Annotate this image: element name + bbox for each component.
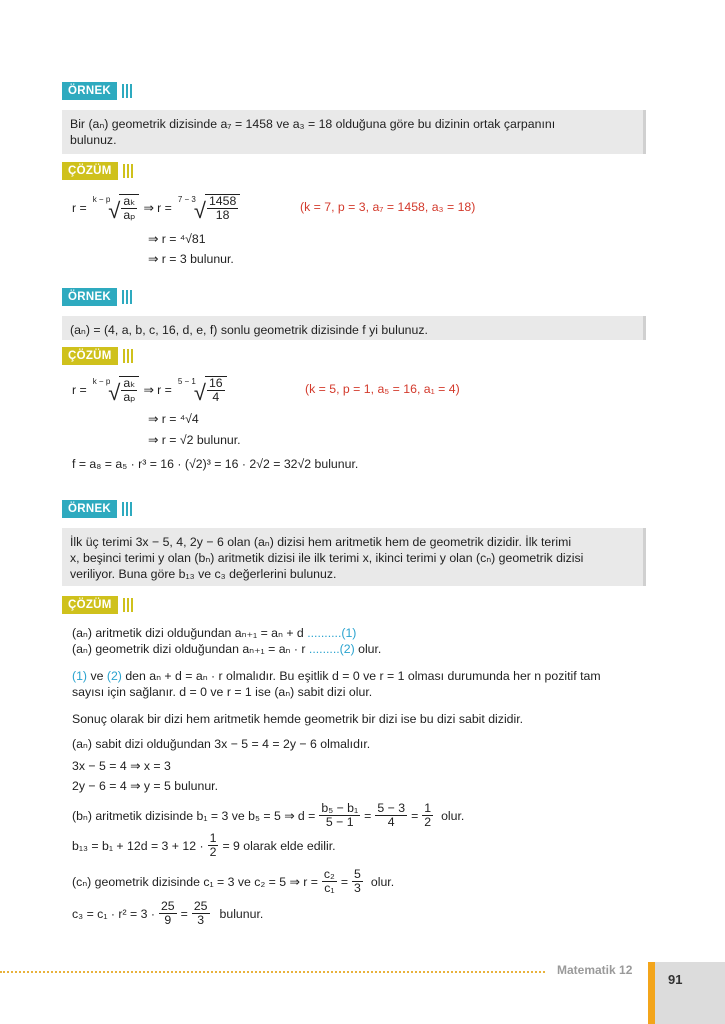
equation-ref: (1) [72, 669, 88, 683]
fraction: $\frac{25}{3}$ [193, 899, 208, 927]
solution-line: b₁₃ = b₁ + 12d = 3 + 12 · $\frac{1}{2}$ = 9 olarak elde edilir. [72, 831, 336, 859]
solution-line: 3x − 5 = 4 ⇒ x = 3 [72, 759, 171, 773]
solution-line: (aₙ) sabit dizi olduğundan 3x − 5 = 4 = 2y − 6 olmalıdır. [72, 737, 371, 751]
book-title: Matematik 12 [557, 963, 633, 977]
fraction: $\frac{1}{2}$ [424, 801, 432, 829]
solution-line: (cₙ) geometrik dizisinde c₁ = 3 ve c₂ = 5 ⇒ r = $\frac{\text{c₂}}{\text{c₁}}$ = $\frac{5}{3}$ olur. [72, 867, 395, 895]
badge-stripes [120, 84, 132, 98]
given-values-note: (k = 5, p = 1, a₅ = 16, a₁ = 4) [305, 382, 460, 396]
solution-badge: ÇÖZÜM [62, 596, 133, 614]
formula-r: r = k − p √ $\frac{\text{aₖ}}{\text{aₚ}}$ ⇒ r = 5 − 1 √ $\frac{16}{4}$ [72, 376, 227, 404]
fraction: $\frac{1}{2}$ [209, 831, 217, 859]
solution-line: (bₙ) aritmetik dizisinde b₁ = 3 ve b₅ = 5 ⇒ d = $\frac{\text{b₅ − b₁}}{5 - 1}$ = $\frac{5 - 3}{4}$ = $\frac{1}{2}$ olur. [72, 801, 465, 829]
question-box: Bir (aₙ) geometrik dizisinde a₇ = 1458 ve a₃ = 18 olduğuna göre bu dizinin ortak çarpanını bulunuz. [62, 110, 646, 154]
fraction: $\frac{\text{b₅ − b₁}}{5 - 1}$ [321, 801, 359, 829]
step: f = a₈ = a₅ · r³ = 16 · (√2)³ = 16 · 2√2 = 32√2 bulunur. [72, 457, 359, 471]
equation-ref: (2) [106, 669, 122, 683]
fraction: $\frac{25}{9}$ [160, 899, 175, 927]
equation-ref: .........(2) [308, 642, 355, 656]
fraction: $\frac{5}{3}$ [354, 867, 361, 895]
step: ⇒ r = ⁴√81 [148, 232, 206, 246]
equation-ref: ..........(1) [307, 626, 357, 640]
step: ⇒ r = √2 bulunur. [148, 433, 241, 447]
badge-stripes [121, 164, 133, 178]
fraction: $\frac{5 - 3}{4}$ [377, 801, 406, 829]
page-number-box [655, 962, 725, 1024]
solution-paragraph: sayısı için sağlanır. d = 0 ve r = 1 ise (aₙ) sabit dizi olur. [72, 685, 373, 699]
badge-stripes [121, 349, 133, 363]
badge-stripes [120, 290, 132, 304]
example-badge: ÖRNEK [62, 500, 132, 518]
solution-line: c₃ = c₁ · r² = 3 · $\frac{25}{9}$ = $\frac{25}{3}$ bulunur. [72, 899, 264, 927]
formula-r: r = k − p √ $\frac{\text{aₖ}}{\text{aₚ}}$ ⇒ r = 7 − 3 √ $\frac{1458}{18}$ [72, 194, 240, 222]
footer-accent-bar [648, 962, 655, 1024]
step: ⇒ r = ⁴√4 [148, 412, 199, 426]
radical: k − p √ $\frac{\text{aₖ}}{\text{aₚ}}$ [93, 194, 140, 222]
solution-line: (aₙ) aritmetik dizi olduğundan aₙ₊₁ = aₙ + d ..........(1) [72, 626, 357, 640]
given-values-note: (k = 7, p = 3, a₇ = 1458, a₃ = 18) [300, 200, 476, 214]
radical: k − p √ $\frac{\text{aₖ}}{\text{aₚ}}$ [93, 376, 140, 404]
badge-stripes [120, 502, 132, 516]
question-box: İlk üç terimi 3x − 5, 4, 2y − 6 olan (aₙ) dizisi hem aritmetik hem de geometrik dizidir. İlk terimi x, beşinci terimi y olan (bₙ) aritmetik dizisi ile ilk terimi x, ikinci terimi y olan (cₙ) geometrik dizisi veriliyor. Buna göre b₁₃ ve c₃ değerlerini bulunuz. [62, 528, 646, 586]
solution-badge: ÇÖZÜM [62, 162, 133, 180]
example-badge: ÖRNEK [62, 288, 132, 306]
footer-dotted-rule [0, 971, 545, 973]
solution-paragraph: Sonuç olarak bir dizi hem aritmetik hemde geometrik bir dizi ise bu dizi sabit dizidir. [72, 712, 524, 726]
page-number: 91 [668, 972, 683, 987]
solution-line: 2y − 6 = 4 ⇒ y = 5 bulunur. [72, 779, 219, 793]
solution-line: (aₙ) geometrik dizi olduğundan aₙ₊₁ = aₙ · r .........(2) olur. [72, 642, 382, 656]
solution-paragraph: (1) ve (2) den aₙ + d = aₙ · r olmalıdır. Bu eşitlik d = 0 ve r = 1 olması durumunda her n pozitif tam [72, 669, 601, 683]
example-badge: ÖRNEK [62, 82, 132, 100]
question-box: (aₙ) = (4, a, b, c, 16, d, e, f) sonlu geometrik dizisinde f yi bulunuz. [62, 316, 646, 340]
radical: 7 − 3 √ $\frac{1458}{18}$ [178, 194, 240, 222]
solution-badge: ÇÖZÜM [62, 347, 133, 365]
fraction: $\frac{\text{c₂}}{\text{c₁}}$ [323, 867, 335, 895]
badge-stripes [121, 598, 133, 612]
radical: 5 − 1 √ $\frac{16}{4}$ [178, 376, 227, 404]
step: ⇒ r = 3 bulunur. [148, 252, 234, 266]
